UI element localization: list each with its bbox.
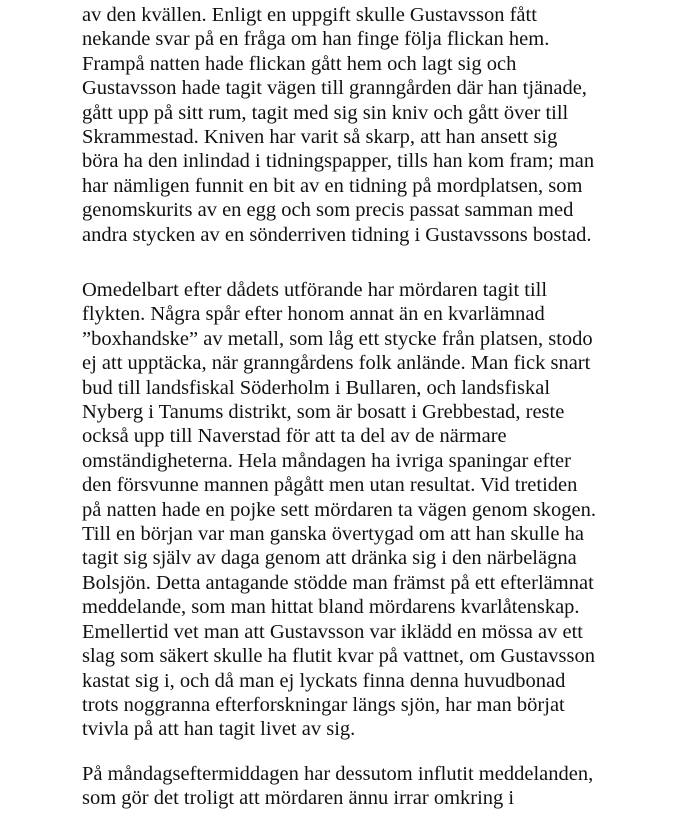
- text-line: gått upp på sitt rum, tagit med sig sin kniv och gått över till: [82, 101, 569, 124]
- paragraph: [82, 3, 594, 247]
- text-line: Emellertid vet man att Gustavsson var iklädd en mössa av ett: [82, 620, 583, 643]
- text-line: Till en början var man ganska övertygad om att han skulle ha: [82, 523, 584, 546]
- text-line: slag som säkert skulle ha flutit kvar på vattnet, om Gustavsson: [82, 645, 595, 668]
- text-line: har nämligen funnit en bit av en tidning på mordplatsen, som: [82, 174, 583, 197]
- text-line: av den kvällen. Enligt en uppgift skulle Gustavsson fått: [82, 4, 537, 26]
- text-line: genomskurits av en egg och som precis passat samman med: [82, 199, 574, 222]
- paragraph: [82, 762, 593, 811]
- text-line: omständigheterna. Hela måndagen ha ivriga spaningar efter: [82, 449, 571, 472]
- text-line: ej att upptäcka, när granngårdens folk anlände. Man fick snart: [82, 352, 591, 375]
- text-line: flykten. Några spår efter honom annat än en kvarlämnad: [82, 303, 545, 326]
- text-line: bud till landsfiskal Söderholm i Bullaren, och landsfiskal: [82, 376, 551, 399]
- paragraph: [82, 278, 596, 742]
- text-line: också upp till Naverstad för att ta del av de närmare: [82, 425, 507, 448]
- text-line: Frampå natten hade flickan gått hem och lagt sig och: [82, 52, 517, 75]
- text-line: ”boxhandske” av metall, som låg ett stycke från platsen, stodo: [82, 327, 593, 350]
- text-line: kastat sig i, och då man ej lyckats finna denna huvudbonad: [82, 669, 566, 692]
- text-line: tvivla på att han tagit livet av sig.: [82, 718, 356, 741]
- text-line: Omedelbart efter dådets utförande har mördaren tagit till: [82, 279, 548, 301]
- text-line: tagit sig själv av daga genom att dränka sig i den närbelägna: [82, 547, 577, 570]
- text-line: nekande svar på en fråga om han finge följa flickan hem.: [82, 28, 550, 51]
- text-line: trots noggranna efterforskningar längs sjön, har man börjat: [82, 693, 565, 716]
- text-line: Bolsjön. Detta antagande stödde man främst på ett efterlämnat: [82, 571, 594, 594]
- text-line: meddelande, som man hittat bland mördarens kvarlåtenskap.: [82, 596, 580, 619]
- text-line: som gör det troligt att mördaren ännu irrar omkring i: [82, 787, 515, 810]
- text-line: Gustavsson hade tagit vägen till granngården där han tjänade,: [82, 77, 587, 100]
- text-line: andra stycken av en sönderriven tidning i Gustavssons bostad.: [82, 223, 592, 246]
- text-line: På måndagseftermiddagen har dessutom influtit meddelanden,: [82, 763, 594, 785]
- text-line: böra ha den inlindad i tidningspapper, tills han kom fram; man: [82, 150, 595, 173]
- text-line: den försvunne mannen pågått men utan resultat. Vid tretiden: [82, 474, 578, 497]
- text-line: Skrammestad. Kniven har varit så skarp, att han ansett sig: [82, 126, 558, 149]
- text-line: på natten hade en pojke sett mördaren ta vägen genom skogen.: [82, 498, 597, 521]
- text-line: Nyberg i Tanums distrikt, som är bosatt i Grebbestad, reste: [82, 401, 565, 424]
